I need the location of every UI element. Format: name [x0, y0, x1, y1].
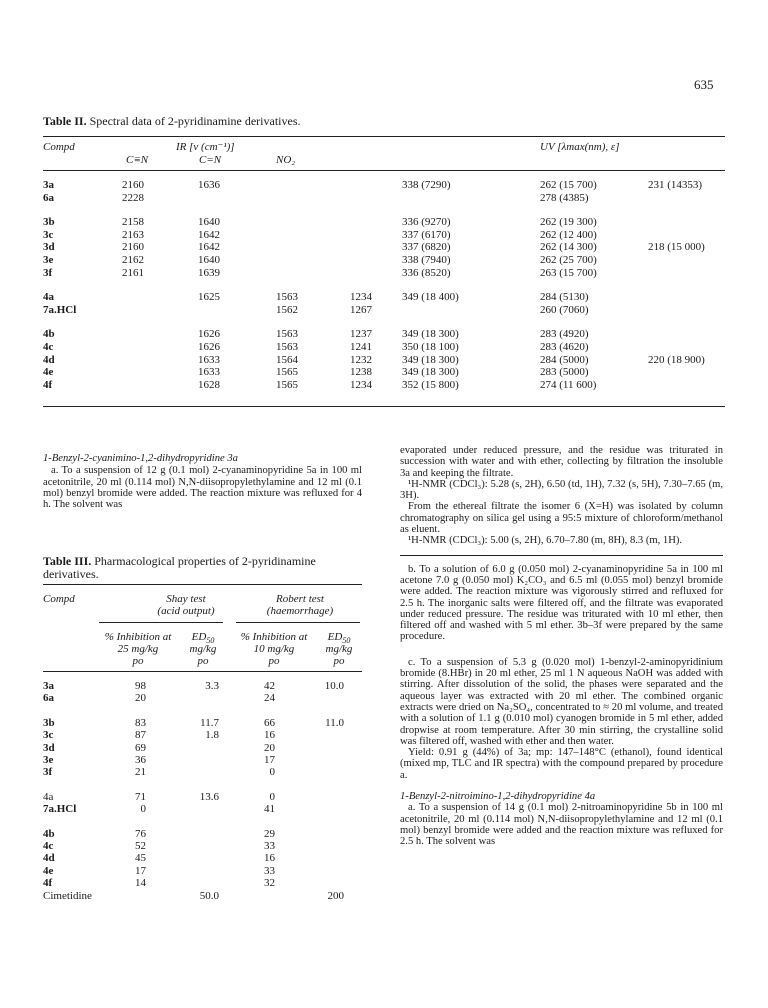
table-2-uv-2: 263 (15 700)	[540, 266, 597, 279]
table-2-caption-text: Spectral data of 2-pyridinamine derivatives.	[89, 114, 301, 128]
table-2-header-no2: NO₂	[276, 154, 296, 166]
table-2-header-c-n: C=N	[199, 154, 222, 166]
section-heading-3a: 1-Benzyl-2-cyanimino-1,2-dihydropyridine 3a	[43, 453, 238, 464]
table-3-inhibit-robert: 0	[269, 790, 275, 803]
table-3-inhibit-robert: 66	[264, 716, 275, 729]
table-2-compd: 3b	[43, 216, 55, 229]
table-3-inhibit-robert: 33	[264, 864, 275, 877]
table-2-no2-b: 1241	[350, 341, 372, 353]
table-2-no2-b: 1234	[350, 378, 372, 391]
section-heading-4a: 1-Benzyl-2-nitroimino-1,2-dihydropyridine 4a	[400, 791, 596, 803]
table-3-inhibit-shay: 20	[135, 692, 146, 705]
table-3-col2-line1: $ED_{50}$	[191, 631, 215, 646]
table-2-c-n: 1639	[198, 266, 220, 279]
table-2-uv-1: 349 (18 300)	[402, 328, 459, 341]
table-2-c-n: 1626	[198, 341, 220, 353]
table-3-compd: 4c	[43, 840, 54, 852]
table-2-no2-b: 1237	[350, 328, 372, 341]
table-2-uv-2: 262 (14 300)	[540, 241, 597, 254]
table-3-col3-line1: % Inhibition at	[240, 631, 308, 643]
table-2-uv-3: 220 (18 900)	[648, 353, 705, 366]
table-3-compd: 4e	[43, 864, 54, 877]
table-3-ed50-shay: 1.8	[205, 729, 219, 742]
table-2-compd: 4b	[43, 328, 55, 341]
table-3-compd: 3b	[43, 716, 55, 729]
table-3-compd: 4d	[43, 852, 55, 865]
table-2-c-n: 1633	[198, 353, 220, 366]
table-3-col1-line1: % Inhibition at	[104, 631, 172, 643]
table-3-inhibit-shay: 45	[135, 852, 146, 865]
table-2-bottom-rule	[43, 406, 725, 407]
table-3-col3-line2: 10 mg/kg	[253, 643, 295, 655]
right-text-column	[400, 445, 723, 853]
table-3-caption	[43, 555, 362, 581]
table-3-header-shay-sub: (acid output)	[157, 605, 215, 617]
table-3-inhibit-robert: 16	[264, 852, 275, 865]
table-3-compd: 3c	[43, 729, 54, 742]
table-2-no2-b: 1267	[350, 303, 372, 316]
table-3-inhibit-robert: 16	[264, 729, 275, 742]
table-3-inhibit-robert: 20	[264, 741, 275, 754]
table-3-col4-line1: $ED_{50}$	[327, 631, 351, 646]
table-2-uv-1: 349 (18 300)	[402, 366, 459, 379]
table-3-ed50-shay: 3.3	[205, 680, 219, 692]
table-2-uv-1: 349 (18 400)	[402, 291, 459, 304]
table-3-compd: 3f	[43, 766, 53, 779]
table-3-col4-line2: mg/kg	[325, 643, 353, 655]
procedure-c: c. To a suspension of 5.3 g (0.020 mol) 1-benzyl-2-aminopyridinium bromide (8.HBr) in 20 ml ether, 25 ml 1 N aqueous NaOH was added with stirring. After dissolution of the solid, the phases were separated and the aqueous layer was extracted with 20 ml ether. The combined organic extracts were dried on Na₂SO₄, concentrated to ≈ 20 ml volume, and treated with a solution of 1.1 g (0.010 mol) cyanogen bromide in 5 ml ether, added dropwise at room temperature. After 30 min stirring, the crystalline solid was filtered off, washed with ether and then water.	[400, 656, 723, 747]
table-3-group-rule-right	[236, 622, 360, 623]
table-3-inhibit-shay: 14	[135, 877, 146, 890]
table-2-uv-1: 337 (6170)	[402, 228, 451, 241]
table-3-inhibit-shay: 21	[135, 766, 146, 779]
table-2-uv-1: 336 (9270)	[402, 216, 451, 229]
table-2-compd: 4a	[43, 291, 54, 304]
table-2-uv-2: 274 (11 600)	[540, 378, 597, 391]
table-2-uv-1: 350 (18 100)	[402, 341, 459, 353]
table-3-col1-line2: 25 mg/kg	[117, 643, 159, 655]
table-3-ed50-robert: 10.0	[324, 680, 344, 692]
table-2-c-n: 1642	[198, 228, 220, 241]
table-3-inhibit-shay: 83	[135, 716, 146, 729]
table-3-inhibit-shay: 69	[135, 741, 146, 754]
table-2-uv-2: 262 (15 700)	[540, 179, 597, 191]
table-2-compd: 4e	[43, 366, 54, 379]
table-2-cn: 2163	[122, 228, 144, 241]
table-3-compd: 3e	[43, 754, 54, 766]
table-3-col1-line3: po	[132, 655, 144, 667]
table-2-header-compd: Compd	[43, 141, 75, 153]
table-2-uv-2: 262 (19 300)	[540, 216, 597, 229]
table-2-compd: 3a	[43, 179, 54, 191]
para-isomer-6: From the ethereal filtrate the isomer 6 (X=H) was isolated by column chromatography on silica gel using a 95:5 mixture of chloroform/methanol as eluent.	[400, 501, 723, 536]
table-2-uv-2: 284 (5130)	[540, 291, 589, 304]
para-yield: Yield: 0.91 g (44%) of 3a; mp: 147–148°C (ethanol), found identical (mixed mp, TLC and IR spectra) with the compound prepared by procedure a.	[400, 747, 723, 781]
left-text-column	[43, 453, 362, 515]
table-3-inhibit-robert: 0	[269, 766, 275, 779]
table-2-cn: 2160	[122, 241, 144, 254]
procedure-3a-a: a. To a suspension of 12 g (0.1 mol) 2-cyanaminopyridine 5a in 100 ml acetonitrile, 20 ml (0.114 mol) N,N-diisopropylethylamine and 12 ml (0.1 mol) benzyl bromide were added. The reaction mixture was refluxed for 4 h. The solvent was	[43, 465, 362, 511]
table-3-header-compd: Compd	[43, 593, 75, 605]
table-3-inhibit-robert: 24	[264, 692, 275, 705]
table-2-uv-2: 278 (4385)	[540, 191, 589, 204]
table-2-no2-a: 1563	[276, 291, 298, 304]
table-2-compd: 3c	[43, 228, 54, 241]
table-2-c-n: 1625	[198, 291, 220, 304]
table-2-uv-1: 352 (15 800)	[402, 378, 459, 391]
table-2-compd: 7a.HCl	[43, 303, 77, 316]
para-3a-workup: evaporated under reduced pressure, and the residue was triturated in succession with water and with ether, collecting by filtration the insoluble 3a and keeping the filtrate.	[400, 445, 723, 479]
table-2-uv-3: 218 (15 000)	[648, 241, 705, 254]
table-3-inhibit-shay: 52	[135, 840, 146, 852]
table-3-compd: 6a	[43, 692, 54, 705]
table-3-ed50-shay: 50.0	[199, 889, 219, 902]
table-2-cn: 2162	[122, 254, 144, 266]
table-3-ed50-shay: 13.6	[199, 790, 219, 803]
table-2-cn: 2158	[122, 216, 144, 229]
table-2-no2-a: 1565	[276, 378, 298, 391]
table-3-inhibit-shay: 0	[140, 803, 146, 816]
table-2-header-cn: C≡N	[126, 154, 149, 166]
table-2-no2-a: 1563	[276, 341, 298, 353]
table-3-compd: 3a	[43, 680, 54, 692]
table-3-compd: 3d	[43, 741, 55, 754]
table-2-uv-3: 231 (14353)	[648, 179, 703, 191]
table-3-compd: Cimetidine	[43, 889, 92, 902]
table-2-compd: 4f	[43, 378, 53, 391]
table-3-inhibit-shay: 87	[135, 729, 146, 742]
table-2-cn: 2160	[122, 179, 144, 191]
table-3-compd: 7a.HCl	[43, 803, 77, 816]
table-2-c-n: 1626	[198, 328, 220, 341]
table-3-col4-line3: po	[333, 655, 345, 667]
table-3-label: Table III.	[43, 554, 92, 568]
table-2-cn: 2228	[122, 191, 144, 204]
table-3-top-rule	[43, 584, 362, 585]
table-2-no2-b: 1232	[350, 353, 372, 366]
table-2-no2-a: 1565	[276, 366, 298, 379]
table-3-inhibit-shay: 71	[135, 790, 146, 803]
table-2-uv-2: 262 (25 700)	[540, 254, 597, 266]
table-3-ed50-robert: 11.0	[325, 716, 344, 729]
table-2-no2-a: 1563	[276, 328, 298, 341]
table-3-group-rule-left	[99, 622, 223, 623]
table-3-inhibit-shay: 17	[135, 864, 146, 877]
table-2-uv-2: 283 (5000)	[540, 366, 589, 379]
right-column-rule	[400, 555, 723, 556]
table-3-col2-line3: po	[197, 655, 209, 667]
table-2-compd: 3e	[43, 254, 54, 266]
table-2-no2-a: 1564	[276, 353, 298, 366]
table-2-c-n: 1642	[198, 241, 220, 254]
procedure-b: b. To a solution of 6.0 g (0.050 mol) 2-cyanaminopyridine 5a in 100 ml acetone 7.0 g (0.050 mol) K₂CO₃ and 6.5 ml (0.055 mol) benzyl bromide were added. The reaction mixture was vigorously stirred and refluxed for 2.5 h. The inorganic salts were filtered off, and the filtrate was evaporated under reduced pressure. The residue was triturated with 10 ml ether, then filtered off and washed with 5 ml ether. 3b–3f were prepared by the same procedure.	[400, 563, 723, 643]
table-3-inhibit-robert: 29	[264, 827, 275, 840]
table-3-header-robert-sub: (haemorrhage)	[266, 605, 334, 617]
table-3-header-rule	[43, 671, 362, 672]
table-2-header-ir: IR [ν (cm⁻¹)]	[176, 141, 235, 153]
table-2-no2-b: 1238	[350, 366, 372, 379]
table-2-c-n: 1636	[198, 179, 220, 191]
page-number: 635	[694, 77, 714, 92]
table-2-uv-2: 284 (5000)	[540, 353, 589, 366]
table-3-inhibit-robert: 41	[264, 803, 275, 816]
table-2-compd: 4d	[43, 353, 55, 366]
table-2-no2-b: 1234	[350, 291, 372, 304]
table-2-compd: 6a	[43, 191, 54, 204]
table-2-uv-1: 349 (18 300)	[402, 353, 459, 366]
table-2-c-n: 1640	[198, 254, 220, 266]
table-3-compd: 4f	[43, 877, 53, 890]
table-2-compd: 4c	[43, 341, 54, 353]
table-2-uv-1: 337 (6820)	[402, 241, 451, 254]
table-3-inhibit-robert: 17	[264, 754, 275, 766]
table-2-c-n: 1628	[198, 378, 220, 391]
table-2-c-n: 1633	[198, 366, 220, 379]
table-2-uv-2: 283 (4920)	[540, 328, 589, 341]
table-3-inhibit-robert: 33	[264, 840, 275, 852]
table-3-inhibit-robert: 42	[264, 680, 275, 692]
table-2-uv-1: 338 (7290)	[402, 179, 451, 191]
table-2-label: Table II.	[43, 114, 87, 128]
table-2-header-uv: UV [λmax(nm), ε]	[540, 141, 620, 153]
table-3-inhibit-shay: 36	[135, 754, 146, 766]
table-2-cn: 2161	[122, 266, 144, 279]
table-3-compd: 4b	[43, 827, 55, 840]
table-2-top-rule	[43, 136, 725, 137]
para-6-nmr: ¹H-NMR (CDCl₃): 5.00 (s, 2H), 6.70–7.80 (m, 8H), 8.3 (m, 1H).	[408, 535, 683, 547]
table-3-inhibit-robert: 32	[264, 877, 275, 890]
table-3-compd: 4a	[43, 790, 54, 803]
table-2-no2-a: 1562	[276, 303, 298, 316]
table-2-caption	[43, 115, 301, 128]
table-2-uv-1: 338 (7940)	[402, 254, 451, 266]
table-3-ed50-robert: 200	[327, 889, 344, 902]
table-3-caption-text: Pharmacological properties of 2-pyridinamine derivatives.	[43, 554, 316, 581]
para-3a-nmr: ¹H-NMR (CDCl₃): 5.28 (s, 2H), 6.50 (td, 1H), 7.32 (s, 5H), 7.30–7.65 (m, 3H).	[400, 478, 723, 502]
table-3-ed50-shay: 11.7	[200, 716, 219, 729]
table-2-compd: 3d	[43, 241, 55, 254]
table-2-c-n: 1640	[198, 216, 220, 229]
table-3-header-shay: Shay test	[166, 593, 206, 605]
table-2-uv-2: 262 (12 400)	[540, 228, 597, 241]
table-3-col3-line3: po	[268, 655, 280, 667]
table-2-uv-2: 283 (4620)	[540, 341, 589, 353]
table-3-inhibit-shay: 98	[135, 680, 146, 692]
table-2-compd: 3f	[43, 266, 53, 279]
table-2-uv-1: 336 (8520)	[402, 266, 451, 279]
table-2-uv-2: 260 (7060)	[540, 303, 589, 316]
table-2-header-rule	[43, 170, 725, 171]
table-3-col2-line2: mg/kg	[189, 643, 217, 655]
procedure-4a-a: a. To a suspension of 14 g (0.1 mol) 2-nitroaminopyridine 5b in 100 ml acetonitrile, 20 ml (0.114 mol) N,N-diisopropylethylamine and 12 ml (0.1 mol) benzyl bromide were added and the reaction mixture was refluxed for 2.5 h. The solvent was	[400, 802, 723, 848]
table-3-header-robert: Robert test	[276, 593, 324, 605]
table-3-inhibit-shay: 76	[135, 827, 146, 840]
